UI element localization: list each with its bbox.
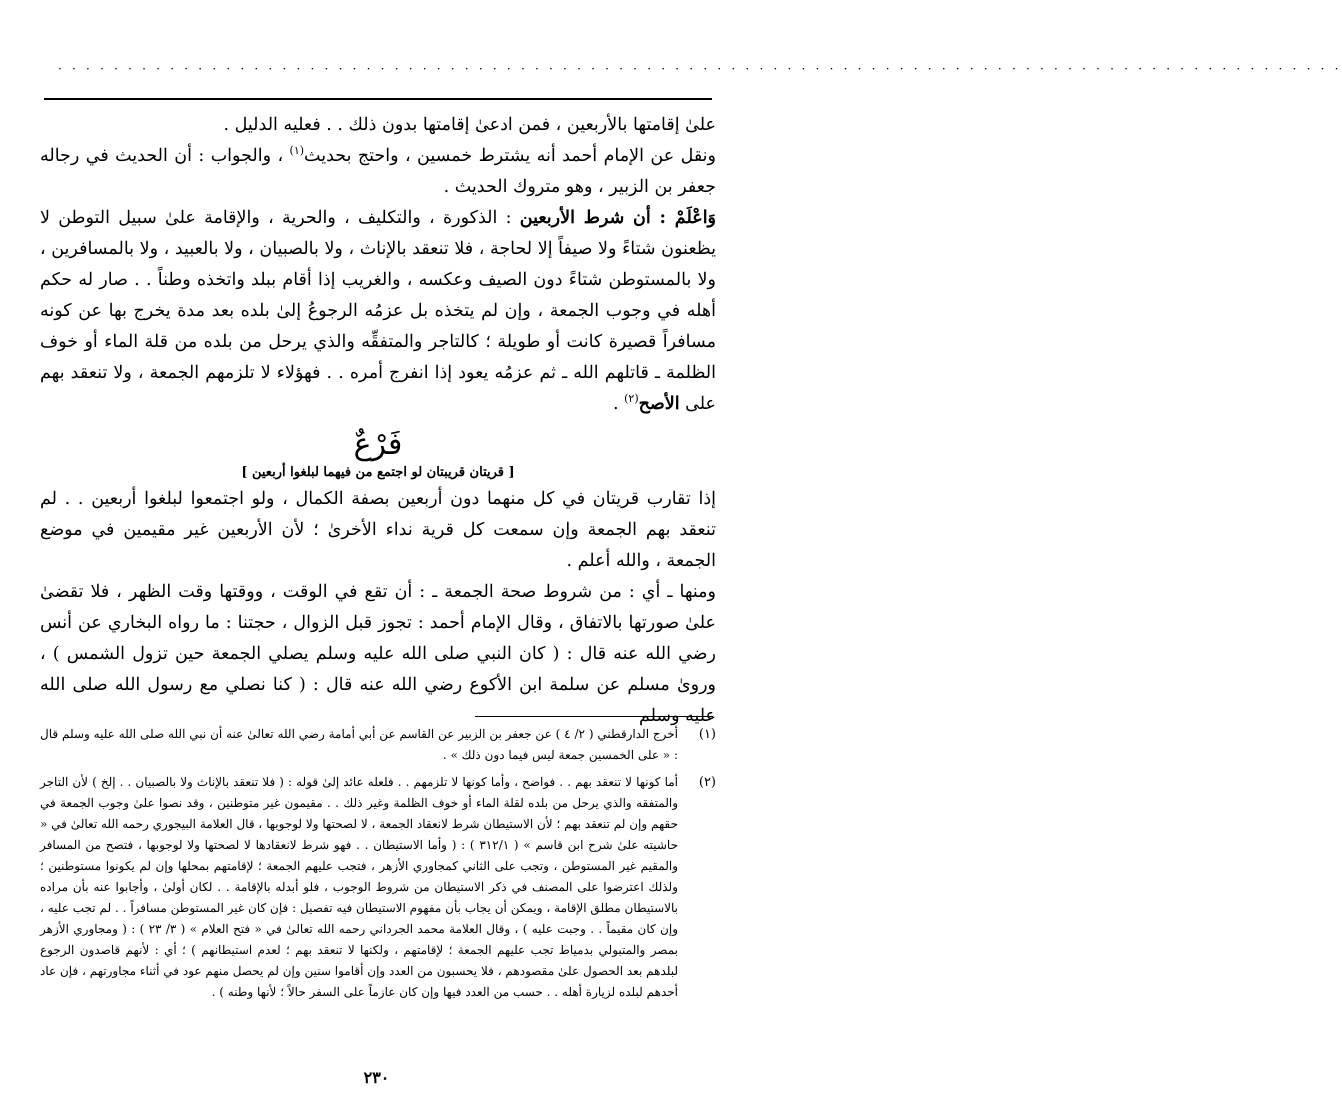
- main-text: [40, 110, 716, 732]
- paragraph-3: [40, 203, 716, 420]
- footnote-text: أخرج الدارقطني ( ٢/ ٤ ) عن جعفر بن الزبير عن القاسم عن أبي أمامة رضي الله تعالىٰ عنه أن نبي الله صلى الله عليه وسلم قال : « على الخمسين جمعة ليس فيما دون ذلك » .: [40, 727, 679, 762]
- footnote-item: [40, 772, 716, 1003]
- footnote-text: أما كونها لا تنعقد بهم . . فواضح ، وأما كونها لا تلزمهم . . فلعله عائد إلىٰ قوله : ( فلا تنعقد بالإناث ولا بالصبيان . . إلخ ) لأن التاجر والمتفقه والذي يرحل من بلده لقلة الماء أو خوف الظلمة وغير ذلك . . مقيمون غير متوطنين ، وقد نصوا علىٰ وجوب الجمعة في حقهم وإن لم تنعقد بهم ؛ لأن الاستيطان شرط لانعقاد الجمعة ، لا لصحتها ولا لوجوبها ، قال العلامة البيجوري رحمه الله تعالىٰ في « حاشيته علىٰ شرح ابن قاسم » ( ٣١٢/١ ) : ( وأما الاستيطان . . فهو شرط لانعقادها لا لصحتها ولا لوجوبها ، فتصح من المسافر والمقيم غير المستوطن ، وتجب على الثاني كمجاوري الأزهر ، فتجب عليهم الجمعة ؛ لإقامتهم بمحلها وإن لم يكونوا مستوطنين ؛ ولذلك اعترضوا على المصنف في ذكر الاستيطان من شروط الوجوب ، فلو أبدله بالإقامة . . لكان أولىٰ ، وأجابوا عنه بأن مراده بالاستيطان مطلق الإقامة ، ويمكن أن يجاب بأن مفهوم الاستيطان فيه تفصيل : فإن كان غير المستوطن مسافراً . . لم تجب عليه ، وإن كان مقيماً . . وجبت عليه ) ، وقال العلامة محمد الجرداني رحمه الله تعالىٰ في « فتح العلام » ( ٣/ ٢٣ ) : ( ومجاوري الأزهر بمصر والمتبولي بدمياط تجب عليهم الجمعة ؛ لإقامتهم ، ولكنها لا تنعقد بهم ؛ لعدم استيطانهم ) ؛ أي : لأنهم قاصدون الرجوع لبلدهم بعد الحصول علىٰ مقصودهم ، فلا يحسبون من العدد وإن أقاموا سنين وإن لم يحصل منهم عود في أثناء مجاورتهم ، فإن عاد أحدهم لبلده لزيارة أهله . . حسب من العدد فيها وإن كان عازماً على السفر حالاً ؛ لأنها وطنه ) .: [40, 775, 679, 999]
- paragraph-2-text-b: ، والجواب : أن الحديث في رجاله جعفر بن الزبير ، وهو متروك الحديث .: [40, 146, 716, 197]
- paragraph-2: [40, 141, 716, 203]
- paragraph-3-text: : الذكورة ، والتكليف ، والحرية ، والإقامة علىٰ سبيل التوطن لا يظعنون شتاءً ولا صيفاً إلا لحاجة ، فلا تنعقد بالإناث ، ولا بالصبيان ، ولا بالعبيد ، ولا بالمسافرين ، ولا بالمستوطن شتاءً دون الصيف وعكسه ، والغريب إذا أقام ببلد واتخذه وطناً . . صار له حكم أهله في وجوب الجمعة ، وإن لم يتخذه بل عزمُه الرجوعُ إلىٰ بلده بعد مدة يخرج بها عن كونه مسافراً قصيرة كانت أو طويلة ؛ كالتاجر والمتفقِّه والذي يرحل من بلده من قلة الماء أو خوف الظلمة ـ قاتلهم الله ـ ثم عزمُه يعود إذا انفرج أمره . . فهؤلاء لا تلزمهم الجمعة ، ولا تنعقد بهم على: [40, 208, 716, 414]
- paragraph-4: إذا تقارب قريتان في كل منهما دون أربعين بصفة الكمال ، ولو اجتمعوا لبلغوا أربعين . . لم تنعقد بهم الجمعة وإن سمعت كل قرية نداء الأخرىٰ ؛ لأن الأربعين غير مقيمين في موضع الجمعة ، والله أعلم .: [40, 489, 716, 571]
- paragraph-3-end: .: [612, 394, 625, 414]
- section-title: فَرْعٌ: [353, 427, 403, 462]
- footnote-ref-2[interactable]: (٢): [624, 392, 639, 406]
- header-dotted-line: · · · · · · · · · · · · · · · · · · · · · · · · · · · · · · · · · · · · · · · · · · · · · · · · · · · · · · · · · · · · · · · · · · · · · · · · · · · · · · · · · · · · · · · · · · · ·: [58, 62, 1342, 76]
- footnote-ref-1[interactable]: (١): [289, 144, 305, 158]
- footnote-item: [40, 724, 716, 766]
- footnote-number: (٢): [698, 775, 716, 790]
- header-rule: [44, 98, 712, 100]
- footnotes: [40, 724, 716, 1009]
- section-subtitle: [ قريتان قريبتان لو اجتمع من فيهما لبلغوا أربعين ]: [241, 465, 515, 480]
- paragraph-1: علىٰ إقامتها بالأربعين ، فمن ادعىٰ إقامتها بدون ذلك . . فعليه الدليل .: [223, 115, 716, 135]
- paragraph-2-text-a: ونقل عن الإمام أحمد أنه يشترط خمسين ، واحتج بحديث: [304, 146, 716, 166]
- paragraph-3-bold-end: الأصح: [638, 394, 680, 414]
- footnote-number: (١): [698, 727, 716, 742]
- paragraph-3-lead: وَاعْلَمْ : أن شرط الأربعين: [519, 208, 717, 228]
- footnote-separator: [475, 716, 713, 717]
- page-number: ٢٣٠: [363, 1068, 390, 1087]
- paragraph-5: ومنها ـ أي : من شروط صحة الجمعة ـ : أن تقع في الوقت ، ووقتها وقت الظهر ، فلا تقضىٰ علىٰ صورتها بالاتفاق ، وقال الإمام أحمد : تجوز قبل الزوال ، حجتنا : ما رواه البخاري عن أنس رضي الله عنه قال : ( كان النبي صلى الله عليه وسلم يصلي الجمعة حين تزول الشمس ) ، وروىٰ مسلم عن سلمة ابن الأكوع رضي الله عنه قال : ( كنا نصلي مع رسول الله صلى الله عليه وسلم: [40, 582, 716, 726]
